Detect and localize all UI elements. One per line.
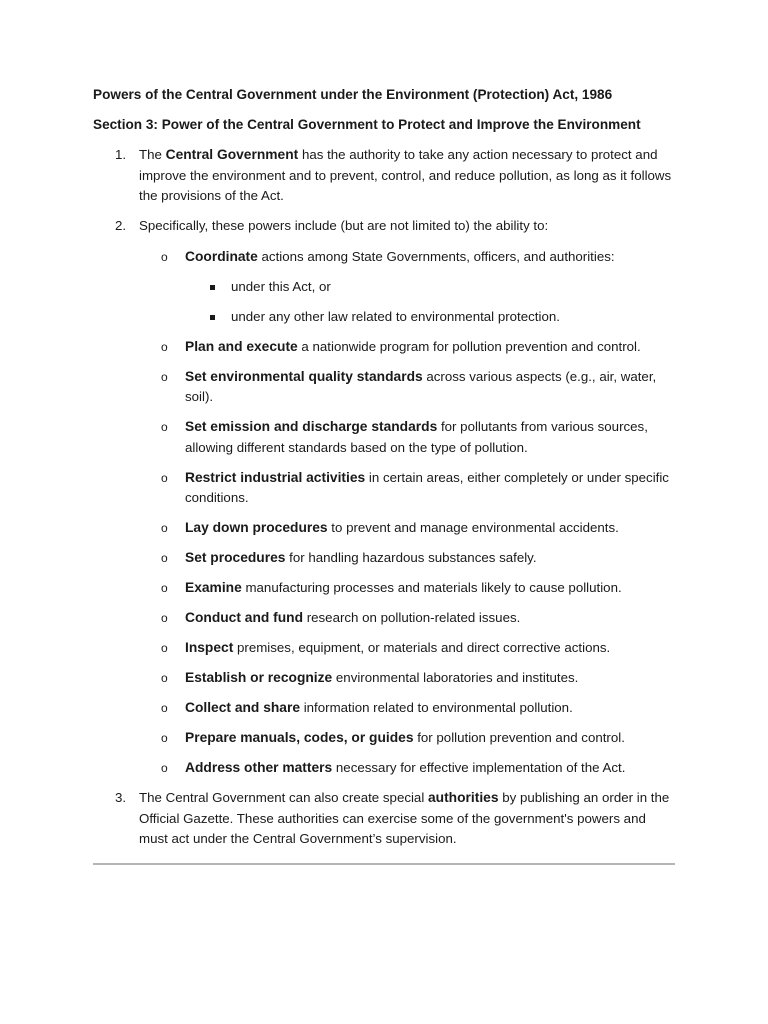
list-item-2 [93,216,677,779]
power-item-establish [139,668,677,689]
item-keyword: authorities [427,790,499,805]
power-keyword: Set emission and discharge standards [185,419,438,434]
item-keyword: Central Government [165,147,299,162]
circle-bullet-icon: o [161,611,168,625]
square-bullet-icon [210,315,215,320]
power-text: manufacturing processes and materials likely to cause pollution. [241,580,622,595]
coordinate-sublist [185,277,677,328]
power-item-quality-standards [139,367,677,408]
circle-bullet-icon: o [161,369,168,384]
power-keyword: Restrict industrial activities [185,469,366,485]
power-text: for handling hazardous substances safely. [285,550,537,565]
item-text-pre: The Central Government can also create special [139,790,428,805]
item-text-pre: The [139,147,166,162]
circle-bullet-icon: o [161,581,168,595]
power-text: for pollutants from various sources, allowing different standards based on the type of pollution. [185,419,648,455]
power-keyword: Collect and share [185,700,301,715]
main-list [93,145,677,850]
circle-bullet-icon: o [161,339,168,354]
power-item-address [139,758,677,779]
power-text: premises, equipment, or materials and direct corrective actions. [233,640,611,655]
document-title: Powers of the Central Government under the Environment (Protection) Act, 1986 [93,87,613,102]
list-item-3 [93,788,677,850]
power-item-conduct [139,608,677,629]
power-text: information related to environmental pollution. [300,700,573,715]
power-item-set-procedures [139,548,677,569]
power-item-restrict [139,468,677,509]
power-keyword: Set environmental quality standards [185,368,423,384]
power-keyword: Conduct and fund [185,610,304,625]
power-text: environmental laboratories and institutes. [332,670,579,685]
power-item-collect [139,698,677,719]
power-keyword: Lay down procedures [185,520,328,535]
power-keyword: Plan and execute [185,338,298,354]
circle-bullet-icon: o [161,641,168,655]
power-keyword: Prepare manuals, codes, or guides [185,730,414,745]
list-item-1 [93,145,677,207]
power-item-plan [139,337,677,358]
item-text: Specifically, these powers include (but are not limited to) the ability to: [139,218,549,233]
power-item-prepare [139,728,677,749]
item-text-post: has the authority to take any action necessary to protect and improve the environment and to prevent, control, and reduce pollution, as long as it follows the provisions of the Act. [139,147,672,203]
list-number: 1. [115,147,127,162]
power-keyword: Establish or recognize [185,670,333,685]
horizontal-divider [93,863,675,865]
power-item-coordinate [139,247,677,328]
document-page [93,85,677,859]
item-text-post: by publishing an order in the Official Gazette. These authorities can exercise some of the government's powers and must act under the Central Government’s supervision. [139,790,670,846]
circle-bullet-icon: o [161,701,168,715]
circle-bullet-icon: o [161,671,168,685]
powers-list [139,247,677,779]
list-number: 3. [115,790,127,805]
power-text: across various aspects (e.g., air, water, soil). [185,368,657,404]
power-keyword: Inspect [185,640,234,655]
power-text: actions among State Governments, officers, and authorities: [257,248,615,264]
power-item-emission-standards [139,417,677,458]
circle-bullet-icon: o [161,551,168,565]
circle-bullet-icon: o [161,249,168,264]
coordinate-subitem-text: under any other law related to environmental protection. [231,308,560,324]
power-keyword: Address other matters [185,760,333,775]
coordinate-subitem [185,277,677,298]
power-text: necessary for effective implementation of the Act. [332,760,626,775]
power-item-lay-down [139,518,677,539]
circle-bullet-icon: o [161,521,168,535]
circle-bullet-icon: o [161,761,168,775]
circle-bullet-icon: o [161,470,168,485]
power-text: to prevent and manage environmental accidents. [327,520,619,535]
power-keyword: Coordinate [185,248,258,264]
power-text: in certain areas, either completely or under specific conditions. [185,469,669,505]
power-keyword: Examine [185,580,242,595]
coordinate-subitem [185,307,677,328]
coordinate-subitem-text: under this Act, or [231,278,331,294]
circle-bullet-icon: o [161,731,168,745]
list-number: 2. [115,218,127,233]
power-text: research on pollution-related issues. [303,610,521,625]
power-item-inspect [139,638,677,659]
section-title: Section 3: Power of the Central Government to Protect and Improve the Environment [93,117,641,132]
power-item-examine [139,578,677,599]
square-bullet-icon [210,285,215,290]
power-text: for pollution prevention and control. [413,730,625,745]
circle-bullet-icon: o [161,420,168,434]
power-text: a nationwide program for pollution prevention and control. [297,338,641,354]
power-keyword: Set procedures [185,550,286,565]
